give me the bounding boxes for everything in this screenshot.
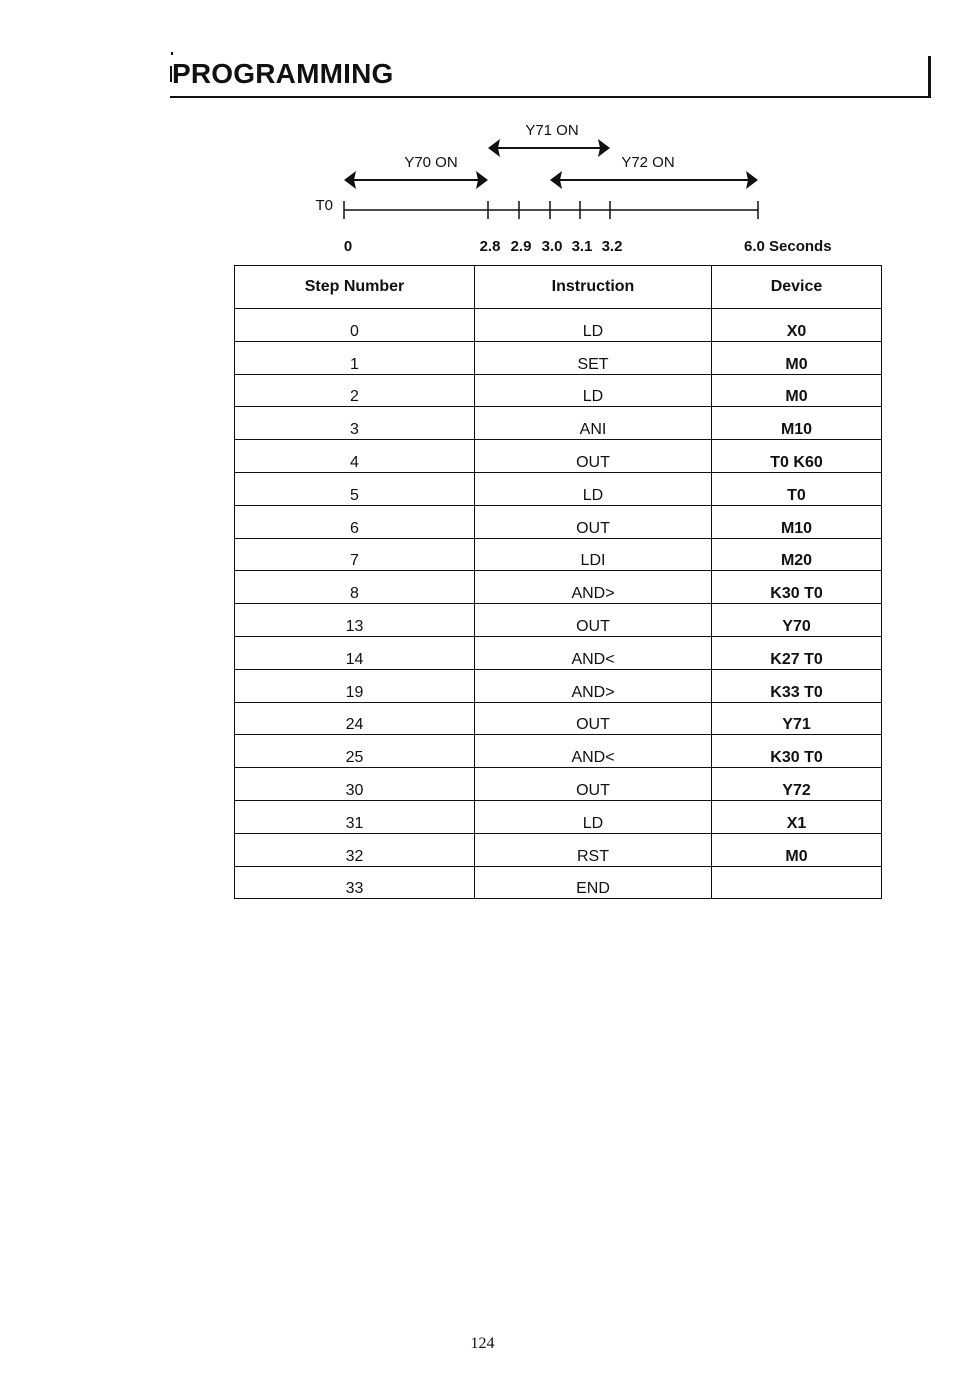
- instruction-cell: AND>: [475, 571, 712, 604]
- timing-tick-labels: [344, 238, 832, 255]
- table-row: [235, 604, 882, 637]
- step-number-cell: 2: [235, 374, 475, 407]
- instruction-cell: RST: [475, 833, 712, 866]
- instruction-cell: AND<: [475, 636, 712, 669]
- table-row: [235, 800, 882, 833]
- timing-range-label: Y72 ON: [621, 154, 675, 171]
- table-row: [235, 374, 882, 407]
- step-number-cell: 5: [235, 472, 475, 505]
- step-number-cell: 0: [235, 309, 475, 342]
- table-row: [235, 735, 882, 768]
- step-number-cell: 3: [235, 407, 475, 440]
- timing-tick-label: 0: [343, 238, 353, 255]
- column-header-device: Device: [712, 266, 882, 309]
- table-row: [235, 636, 882, 669]
- instruction-cell: LD: [475, 374, 712, 407]
- device-cell: T0 K60: [712, 440, 882, 473]
- table-row: [235, 309, 882, 342]
- timing-range-label: Y71 ON: [525, 122, 579, 139]
- timing-range-arrow: [344, 154, 488, 189]
- instruction-cell: OUT: [475, 702, 712, 735]
- table-row: [235, 440, 882, 473]
- table-row: [235, 341, 882, 374]
- device-cell: M0: [712, 341, 882, 374]
- timing-tick-label: 3.0: [541, 238, 563, 255]
- timing-range-arrow: [488, 122, 610, 157]
- step-number-cell: 31: [235, 800, 475, 833]
- page-title: PROGRAMMING: [172, 58, 394, 89]
- device-cell: X1: [712, 800, 882, 833]
- timing-tick-label: 2.9: [510, 238, 532, 255]
- column-header-instruction: Instruction: [475, 266, 712, 309]
- step-number-cell: 7: [235, 538, 475, 571]
- step-number-cell: 19: [235, 669, 475, 702]
- device-cell: M0: [712, 833, 882, 866]
- instruction-cell: OUT: [475, 604, 712, 637]
- column-header-step: Step Number: [235, 266, 475, 309]
- device-cell: X0: [712, 309, 882, 342]
- instruction-cell: OUT: [475, 768, 712, 801]
- instruction-cell: LD: [475, 472, 712, 505]
- step-number-cell: 14: [235, 636, 475, 669]
- device-cell: K33 T0: [712, 669, 882, 702]
- table-row: [235, 472, 882, 505]
- step-number-cell: 6: [235, 505, 475, 538]
- timing-signal-label: T0: [315, 197, 333, 214]
- table-row: [235, 571, 882, 604]
- device-cell: K30 T0: [712, 735, 882, 768]
- instruction-cell: SET: [475, 341, 712, 374]
- table-row: [235, 407, 882, 440]
- instruction-cell: LD: [475, 309, 712, 342]
- step-number-cell: 30: [235, 768, 475, 801]
- step-number-cell: 8: [235, 571, 475, 604]
- timing-tick-label: 3.2: [601, 238, 623, 255]
- timing-range-arrow: [550, 154, 758, 189]
- instruction-cell: OUT: [475, 505, 712, 538]
- instruction-cell: END: [475, 866, 712, 899]
- step-number-cell: 4: [235, 440, 475, 473]
- device-cell: Y70: [712, 604, 882, 637]
- table-row: [235, 505, 882, 538]
- table-header-row: [235, 266, 882, 309]
- instruction-cell: OUT: [475, 440, 712, 473]
- timing-tick-label: 6.0 Seconds: [744, 238, 832, 255]
- page-number: 124: [470, 1335, 495, 1352]
- table-row: [235, 768, 882, 801]
- step-number-cell: 25: [235, 735, 475, 768]
- step-number-cell: 33: [235, 866, 475, 899]
- device-cell: Y71: [712, 702, 882, 735]
- instruction-cell: AND>: [475, 669, 712, 702]
- instruction-cell: AND<: [475, 735, 712, 768]
- timing-tick-label: 2.8: [479, 238, 501, 255]
- step-number-cell: 24: [235, 702, 475, 735]
- device-cell: K27 T0: [712, 636, 882, 669]
- table-row: [235, 833, 882, 866]
- step-number-cell: 1: [235, 341, 475, 374]
- device-cell: T0: [712, 472, 882, 505]
- device-cell: [712, 866, 882, 899]
- table-row: [235, 538, 882, 571]
- table-row: [235, 866, 882, 899]
- timing-tick-label: 3.1: [571, 238, 593, 255]
- program-table: [234, 265, 882, 899]
- timing-range-label: Y70 ON: [404, 154, 458, 171]
- device-cell: K30 T0: [712, 571, 882, 604]
- device-cell: M20: [712, 538, 882, 571]
- device-cell: M10: [712, 407, 882, 440]
- device-cell: M0: [712, 374, 882, 407]
- timing-ranges: [344, 122, 758, 189]
- table-row: [235, 702, 882, 735]
- step-number-cell: 13: [235, 604, 475, 637]
- table-row: [235, 669, 882, 702]
- device-cell: Y72: [712, 768, 882, 801]
- instruction-cell: LDI: [475, 538, 712, 571]
- step-number-cell: 32: [235, 833, 475, 866]
- timing-diagram: [0, 0, 965, 265]
- device-cell: M10: [712, 505, 882, 538]
- instruction-cell: ANI: [475, 407, 712, 440]
- instruction-cell: LD: [475, 800, 712, 833]
